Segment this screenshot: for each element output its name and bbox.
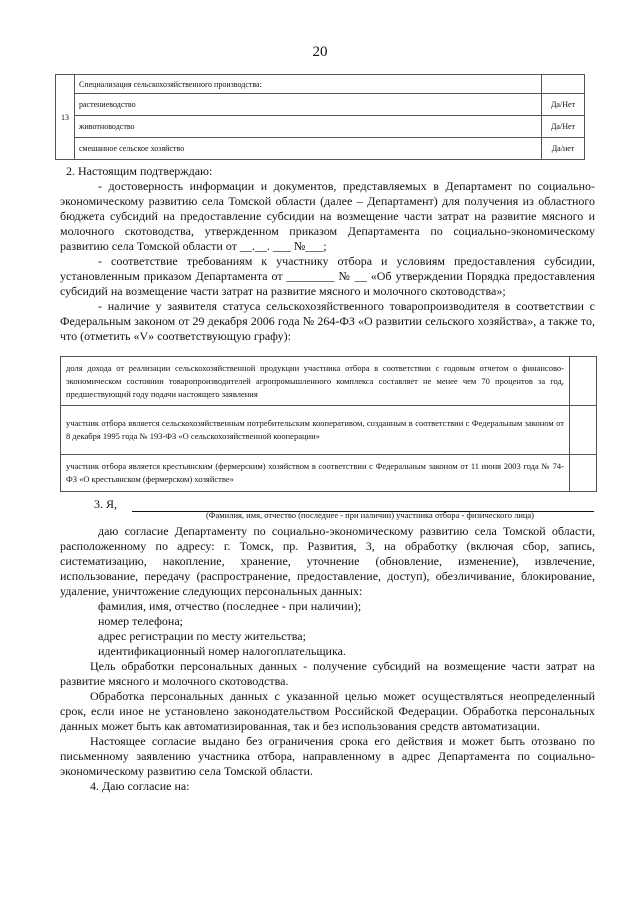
spec-label: животноводство xyxy=(75,116,542,138)
paragraph: Обработка персональных данных с указанной целью может осуществляться неопределенный срок, если иное не установлено законодательством Российской Федерации. Обработка персональных данных может быть как автоматизированная, так и без использования средств автоматизации. xyxy=(60,689,595,733)
paragraph: - наличие у заявителя статуса сельскохозяйственного товаропроизводителя в соответствии с Федеральным законом от 29 декабря 2006 года № 264-ФЗ «О развитии сельского хозяйства», а также то, что (отметить «V» соответствующую графу): xyxy=(60,299,595,343)
section-3 xyxy=(60,524,595,794)
list-item: идентификационный номер налогоплательщика. xyxy=(98,644,346,658)
section-2-title: 2. Настоящим подтверждаю: xyxy=(66,164,213,178)
table-row xyxy=(61,357,597,406)
page-number: 20 xyxy=(312,44,328,60)
answer-cell[interactable]: Да/Нет xyxy=(542,94,585,116)
section-4-title: 4. Даю согласие на: xyxy=(90,779,190,793)
specialization-table xyxy=(55,74,585,160)
table-row xyxy=(61,455,597,492)
spec-label: смешанное сельское хозяйство xyxy=(75,138,542,160)
answer-cell[interactable] xyxy=(542,75,585,94)
paragraph: - достоверность информации и документов, представляемых в Департамент по социально-экономическому развитию села Томской области (далее – Департамент) для получения из областного бюджета субсидий на предоставление субсидии на возмещение части затрат на развитие мясного и молочного скотоводства, утвержденном приказом Департамента по социально-экономическому развитию села Томской области от __.__. ___ №___; xyxy=(60,179,595,253)
checkbox-cell[interactable] xyxy=(570,455,597,492)
condition-text: участник отбора является сельскохозяйственным потребительским кооперативом, созданным в соответствии с Федеральным законом от 8 декабря 1995 года № 193-ФЗ «О сельскохозяйственной кооперации» xyxy=(61,406,570,455)
table-row xyxy=(61,406,597,455)
paragraph: Цель обработки персональных данных - получение субсидий на возмещение части затрат на развитие мясного и молочного скотоводства. xyxy=(60,659,595,688)
condition-text: участник отбора является крестьянским (фермерским) хозяйством в соответствии с Федеральным законом от 11 июня 2003 года № 74-ФЗ «О крестьянском (фермерском) хозяйстве» xyxy=(61,455,570,492)
conditions-table xyxy=(60,356,597,492)
name-field-caption: (Фамилия, имя, отчество (последнее - при наличии) участника отбора - физического лица) xyxy=(205,510,535,520)
section-3-label: 3. Я, xyxy=(94,497,118,511)
table-row xyxy=(56,116,585,138)
checkbox-cell[interactable] xyxy=(570,406,597,455)
list-item: адрес регистрации по месту жительства; xyxy=(98,629,306,643)
list-item: фамилия, имя, отчество (последнее - при наличии); xyxy=(98,599,362,613)
condition-text: доля дохода от реализации сельскохозяйственной продукции участника отбора в соответствии с годовым отчетом о финансово-экономическом состоянии товаропроизводителей агропромышленного комплекса составляет не менее чем 70 процентов за год, предшествующий году подачи настоящего заявления xyxy=(61,357,570,406)
table-row xyxy=(56,138,585,160)
answer-cell[interactable]: Да/Нет xyxy=(542,116,585,138)
list-item: номер телефона; xyxy=(98,614,184,628)
paragraph: даю согласие Департаменту по социально-экономическому развитию села Томской области, расположенному по адресу: г. Томск, пр. Развития, 3, на обработку (включая сбор, запись, систематизацию, накопление, хранение, уточнение (обновление, изменение), извлечение, использование, передачу (распространение, предоставление, доступ), обезличивание, блокирование, удаление, уничтожение следующих персональных данных: xyxy=(60,524,595,598)
paragraph: Настоящее согласие выдано без ограничения срока его действия и может быть отозвано по письменному заявлению участника отбора, направленному в адрес Департамента по социально-экономическому развитию села Томской области. xyxy=(60,734,595,778)
row-number: 13 xyxy=(56,75,75,160)
paragraph: - соответствие требованиям к участнику отбора и условиям предоставления субсидии, установленным приказом Департамента от ________ № __ «Об утверждении Порядка предоставления субсидий на возмещение части затрат на развитие мясного и молочного скотоводства»; xyxy=(60,254,595,298)
spec-label: растениеводство xyxy=(75,94,542,116)
answer-cell[interactable]: Да/нет xyxy=(542,138,585,160)
table-header-cell: Специализация сельскохозяйственного производства: xyxy=(75,75,542,94)
checkbox-cell[interactable] xyxy=(570,357,597,406)
table-row xyxy=(56,75,585,94)
section-2 xyxy=(60,164,595,344)
table-row xyxy=(56,94,585,116)
